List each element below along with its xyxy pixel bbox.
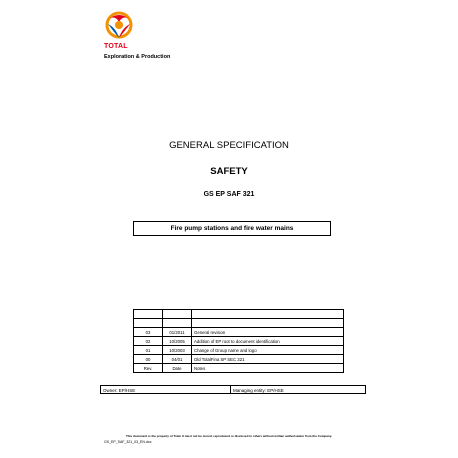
owner-cell: Owner: EP/HSE (100, 385, 231, 394)
rev-cell: 00 (134, 355, 163, 364)
notes-cell (192, 310, 344, 319)
notes-header: Notes (192, 364, 344, 373)
rev-cell (134, 310, 163, 319)
filename-label: GS_EP_SAF_321_03_EN.doc (104, 440, 152, 444)
date-header: Date (163, 364, 192, 373)
table-row (134, 328, 344, 337)
notes-cell: General revision (192, 328, 344, 337)
ownership-row (100, 385, 366, 394)
date-cell: 01/2011 (163, 328, 192, 337)
table-row (134, 337, 344, 346)
table-header-row (134, 364, 344, 373)
brand-name: TOTAL (104, 43, 128, 50)
document-code: GS EP SAF 321 (203, 191, 255, 198)
rev-cell: 02 (134, 337, 163, 346)
table-row (134, 355, 344, 364)
table-row (134, 346, 344, 355)
notes-cell: Change of Group name and logo (192, 346, 344, 355)
table-row (134, 319, 344, 328)
date-cell: 10/2003 (163, 346, 192, 355)
table-row (134, 310, 344, 319)
disclaimer-text: This document is the property of Total. It must not be stored, reproduced or disclosed to others without written authorisation from the Company. (125, 434, 333, 438)
notes-cell: Addition of EP root to document identification (192, 337, 344, 346)
date-cell (163, 319, 192, 328)
rev-header: Rev. (134, 364, 163, 373)
notes-cell (192, 319, 344, 328)
division-label: Exploration & Production (104, 54, 171, 60)
rev-cell: 03 (134, 328, 163, 337)
notes-cell: Old TotalFina SP SEC 321 (192, 355, 344, 364)
managing-entity-cell: Managing entity: EP/HSE (231, 385, 366, 394)
rev-cell (134, 319, 163, 328)
date-cell: 04/01 (163, 355, 192, 364)
rev-cell: 01 (134, 346, 163, 355)
date-cell (163, 310, 192, 319)
document-subject: SAFETY (210, 166, 248, 177)
document-title: Fire pump stations and fire water mains (133, 221, 331, 236)
revision-table (133, 309, 344, 373)
total-logo-icon (104, 10, 134, 42)
document-category: GENERAL SPECIFICATION (169, 140, 289, 151)
date-cell: 10/2005 (163, 337, 192, 346)
